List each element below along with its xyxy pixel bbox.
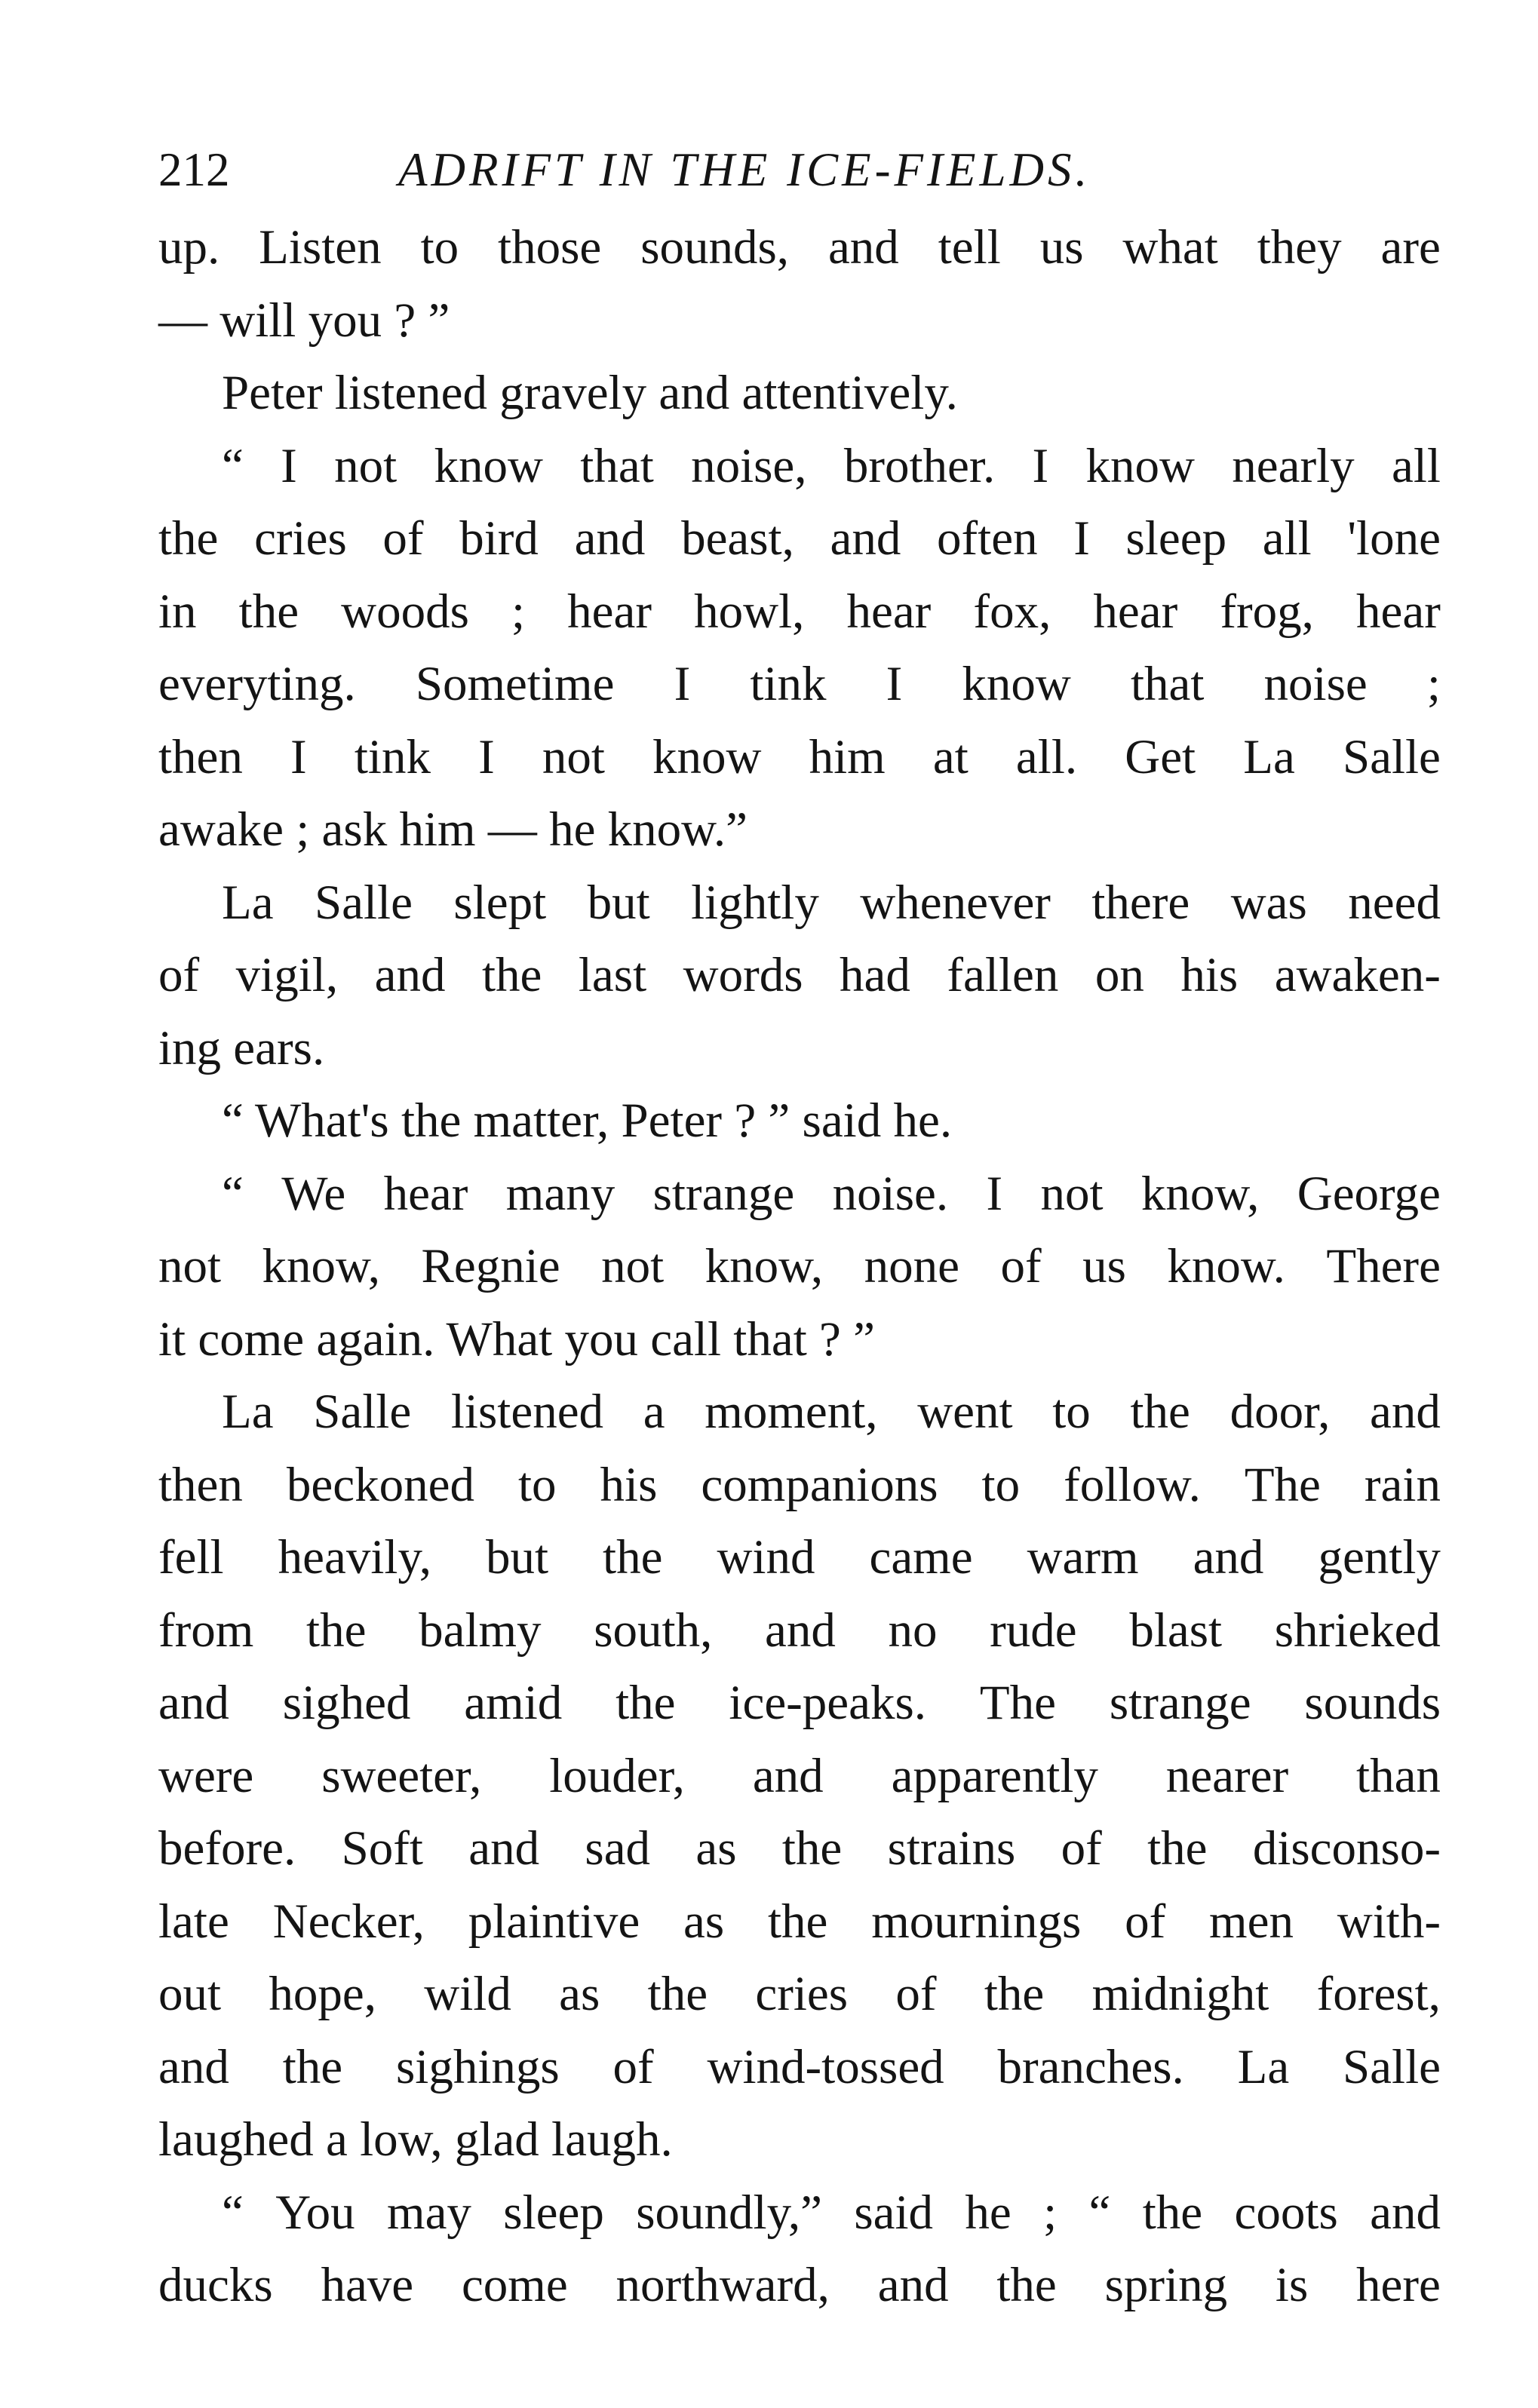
word: out [158,1967,222,2021]
word: have [321,2258,414,2312]
word: wind-tossed [707,2039,944,2094]
text-line [158,1812,1441,1885]
word: plaintive [468,1894,640,1949]
word: all. [1015,729,1078,784]
text-line [158,1740,1441,1813]
word: the [1130,1385,1190,1439]
word: 'lone [1347,511,1441,566]
word: ; [1043,2185,1058,2240]
word: from [158,1603,254,1658]
word: in [158,584,197,639]
word: beckoned [286,1457,474,1512]
text-line [158,1521,1441,1594]
word: and [764,1603,836,1658]
word: howl, [694,584,805,639]
word: bird [459,511,539,566]
word: may [387,2185,471,2240]
word: that [580,438,654,493]
word: none [864,1239,959,1293]
word: vigil, [235,948,339,1002]
text-line: ing ears. [158,1020,325,1075]
word: We [281,1166,346,1221]
word: before. [158,1821,296,1876]
word: his [600,1457,658,1512]
word: of [1000,1239,1042,1293]
text-line [158,1958,1441,2031]
text-line [158,430,1441,503]
text-line [158,867,1441,940]
word: and [574,511,646,566]
word: at [932,729,969,784]
text-line [158,939,1441,1012]
word: I [478,729,495,784]
word: La [1237,2039,1290,2094]
text-line [158,1376,1441,1449]
word: tink [750,657,827,711]
word: hear [383,1166,468,1221]
text-line [158,211,1441,284]
word: late [158,1894,229,1949]
text-line [158,502,1441,575]
text-line: laughed a low, glad laugh. [158,2112,673,2167]
word: Get [1125,729,1196,784]
word: mournings [871,1894,1082,1949]
word: all [1391,438,1441,493]
text-line: awake ; ask him — he know.” [158,802,748,857]
word: gently [1318,1530,1441,1584]
word: with- [1337,1894,1441,1949]
word: moment, [705,1385,878,1439]
word: sleep [503,2185,604,2240]
word: branches. [997,2039,1184,2094]
word: as [683,1894,725,1949]
word: his [1180,948,1239,1002]
word: hear [567,584,652,639]
word: know, [262,1239,381,1293]
word: strains [887,1821,1016,1876]
word: said [854,2185,934,2240]
word: sweeter, [321,1748,482,1803]
word: whenever [860,875,1051,930]
word: balmy [419,1603,542,1658]
word: coots [1234,2185,1338,2240]
word: disconso- [1252,1821,1441,1876]
word: had [840,948,910,1002]
word: know [652,729,762,784]
word: words [683,948,803,1002]
word: the [616,1676,676,1730]
word: last [578,948,647,1002]
word: I [1032,438,1049,493]
word: I [986,1166,1003,1221]
word: was [1230,875,1307,930]
word: I [281,438,297,493]
word: up. [158,220,220,275]
word: are [1380,220,1441,275]
word: know [1085,438,1195,493]
word: nearer [1165,1748,1289,1803]
word: is [1275,2258,1309,2312]
word: ; [511,584,526,639]
word: came [869,1530,973,1584]
word: noise. [832,1166,949,1221]
text-line [158,2249,1441,2322]
word: louder, [549,1748,685,1803]
word: ducks [158,2258,273,2312]
word: the [781,1821,843,1876]
word: cries [254,511,347,566]
word: on [1094,948,1144,1002]
word: The [1244,1457,1321,1512]
word: a [643,1385,665,1439]
word: sounds, [640,220,790,275]
word: but [485,1530,549,1584]
word: the [647,1967,708,2021]
body-text [158,211,1441,2322]
word: fell [158,1530,224,1584]
word: midnight [1091,1967,1269,2021]
word: know, [705,1239,824,1293]
word: the [158,511,219,566]
word: know, [1140,1166,1260,1221]
word: fox, [973,584,1051,639]
word: companions [701,1457,938,1512]
word: northward, [616,2258,830,2312]
text-line [158,1594,1441,1667]
text-line: “ What's the matter, Peter ? ” said he. [222,1094,953,1148]
word: than [1356,1748,1441,1803]
word: all [1262,511,1312,566]
word: what [1122,220,1218,275]
word: shrieked [1274,1603,1441,1658]
word: lightly [691,875,819,930]
word: Salle [315,875,413,930]
word: strange [1109,1676,1251,1730]
word: many [505,1166,616,1221]
word: the [282,2039,343,2094]
word: hear [1093,584,1178,639]
word: door, [1229,1385,1331,1439]
word: follow. [1064,1457,1201,1512]
word: and [877,2258,949,2312]
word: rain [1364,1457,1441,1512]
word: of [1125,1894,1166,1949]
word: listened [450,1385,604,1439]
word: the [603,1530,663,1584]
word: he [965,2185,1012,2240]
word: tell [938,220,1001,275]
word: of [895,1967,937,2021]
word: I [674,657,691,711]
word: George [1297,1166,1441,1221]
word: then [158,1457,243,1512]
word: know [962,657,1071,711]
word: “ [1088,2185,1111,2240]
word: beast, [681,511,794,566]
text-line [158,1449,1441,1522]
word: tink [354,729,431,784]
word: noise [1263,657,1368,711]
word: Listen [259,220,382,275]
word: slept [453,875,547,930]
word: heavily, [278,1530,431,1584]
book-page [158,128,1441,2322]
word: and [158,2039,229,2094]
word: come [461,2258,568,2312]
word: us [1082,1239,1126,1293]
text-line: it come again. What you call that ? ” [158,1311,875,1367]
word: sighings [395,2039,560,2094]
text-line [158,2176,1441,2250]
word: they [1257,220,1342,275]
word: brother. [843,438,996,493]
word: us [1039,220,1084,275]
word: wind [717,1530,815,1584]
word: that [1130,657,1205,711]
word: were [158,1748,254,1803]
word: but [587,875,650,930]
word: of [382,511,424,566]
word: then [158,729,243,784]
word: not [1040,1166,1104,1221]
word: of [1061,1821,1102,1876]
word: Salle [1342,729,1441,784]
text-line [158,575,1441,649]
text-line [158,2031,1441,2104]
word: sad [585,1821,651,1876]
word: There [1326,1239,1441,1293]
word: La [222,875,274,930]
word: and [374,948,446,1002]
word: noise, [691,438,807,493]
word: know. [1167,1239,1285,1293]
word: and [158,1676,229,1730]
word: him [809,729,886,784]
word: awaken- [1274,948,1441,1002]
word: the [238,584,299,639]
word: apparently [891,1748,1098,1803]
word: ice-peaks. [729,1676,927,1730]
text-line [158,1158,1441,1231]
word: nearly [1232,438,1355,493]
word: La [1243,729,1295,784]
word: frog, [1220,584,1314,639]
word: the [306,1603,367,1658]
word: Soft [341,1821,423,1876]
page-number: 212 [158,143,230,196]
word: those [498,220,602,275]
word: sleep [1125,511,1227,566]
word: “ [222,438,244,493]
word: I [886,657,903,711]
word: warm [1027,1530,1139,1584]
word: to [1052,1385,1091,1439]
word: and [1370,1385,1441,1439]
word: of [158,948,200,1002]
word: I [1073,511,1090,566]
text-line [158,721,1441,794]
word: wild [424,1967,511,2021]
word: the [481,948,542,1002]
word: not [542,729,605,784]
word: Regnie [421,1239,560,1293]
word: to [517,1457,557,1512]
word: “ [222,1166,244,1221]
word: here [1356,2258,1441,2312]
word: forest, [1316,1967,1441,2021]
word: to [420,220,459,275]
word: and [752,1748,824,1803]
word: the [1147,1821,1208,1876]
word: hear [846,584,932,639]
word: I [290,729,307,784]
word: the [984,1967,1045,2021]
word: blast [1129,1603,1223,1658]
text-line [158,1667,1441,1740]
word: “ [222,2185,244,2240]
word: know [434,438,543,493]
word: and [827,220,899,275]
word: there [1091,875,1190,930]
word: the [767,1894,828,1949]
word: and [1193,1530,1264,1584]
word: fallen [947,948,1059,1002]
word: as [695,1821,737,1876]
word: sounds [1304,1676,1441,1730]
word: sighed [282,1676,411,1730]
word: no [888,1603,938,1658]
word: spring [1104,2258,1228,2312]
word: Necker, [272,1894,425,1949]
word: Sometime [415,657,615,711]
word: not [334,438,398,493]
word: You [275,2185,355,2240]
word: amid [464,1676,563,1730]
word: to [981,1457,1021,1512]
word: as [559,1967,600,2021]
text-line [158,648,1441,721]
word: often [937,511,1038,566]
word: everyting. [158,657,356,711]
word: Salle [1343,2039,1441,2094]
word: of [612,2039,654,2094]
word: men [1209,1894,1294,1949]
word: the [996,2258,1057,2312]
word: strange [652,1166,795,1221]
word: ; [1426,657,1441,711]
word: and [1370,2185,1441,2240]
text-line: Peter listened gravely and attentively. [222,366,958,420]
word: soundly,” [636,2185,822,2240]
word: the [1142,2185,1203,2240]
word: and [830,511,901,566]
word: Salle [313,1385,412,1439]
word: hear [1356,584,1441,639]
word: woods [341,584,469,639]
word: The [979,1676,1056,1730]
word: went [917,1385,1013,1439]
word: hope, [269,1967,376,2021]
word: cries [755,1967,849,2021]
text-line [158,1885,1441,1959]
word: La [222,1385,274,1439]
running-head [158,128,1441,211]
word: not [601,1239,665,1293]
word: south, [594,1603,713,1658]
word: rude [990,1603,1077,1658]
running-title: ADRIFT IN THE ICE-FIELDS. [398,143,1091,196]
word: and [468,1821,540,1876]
text-line [158,1230,1441,1303]
word: need [1348,875,1441,930]
text-line: — will you ? ” [158,293,450,348]
word: not [158,1239,222,1293]
